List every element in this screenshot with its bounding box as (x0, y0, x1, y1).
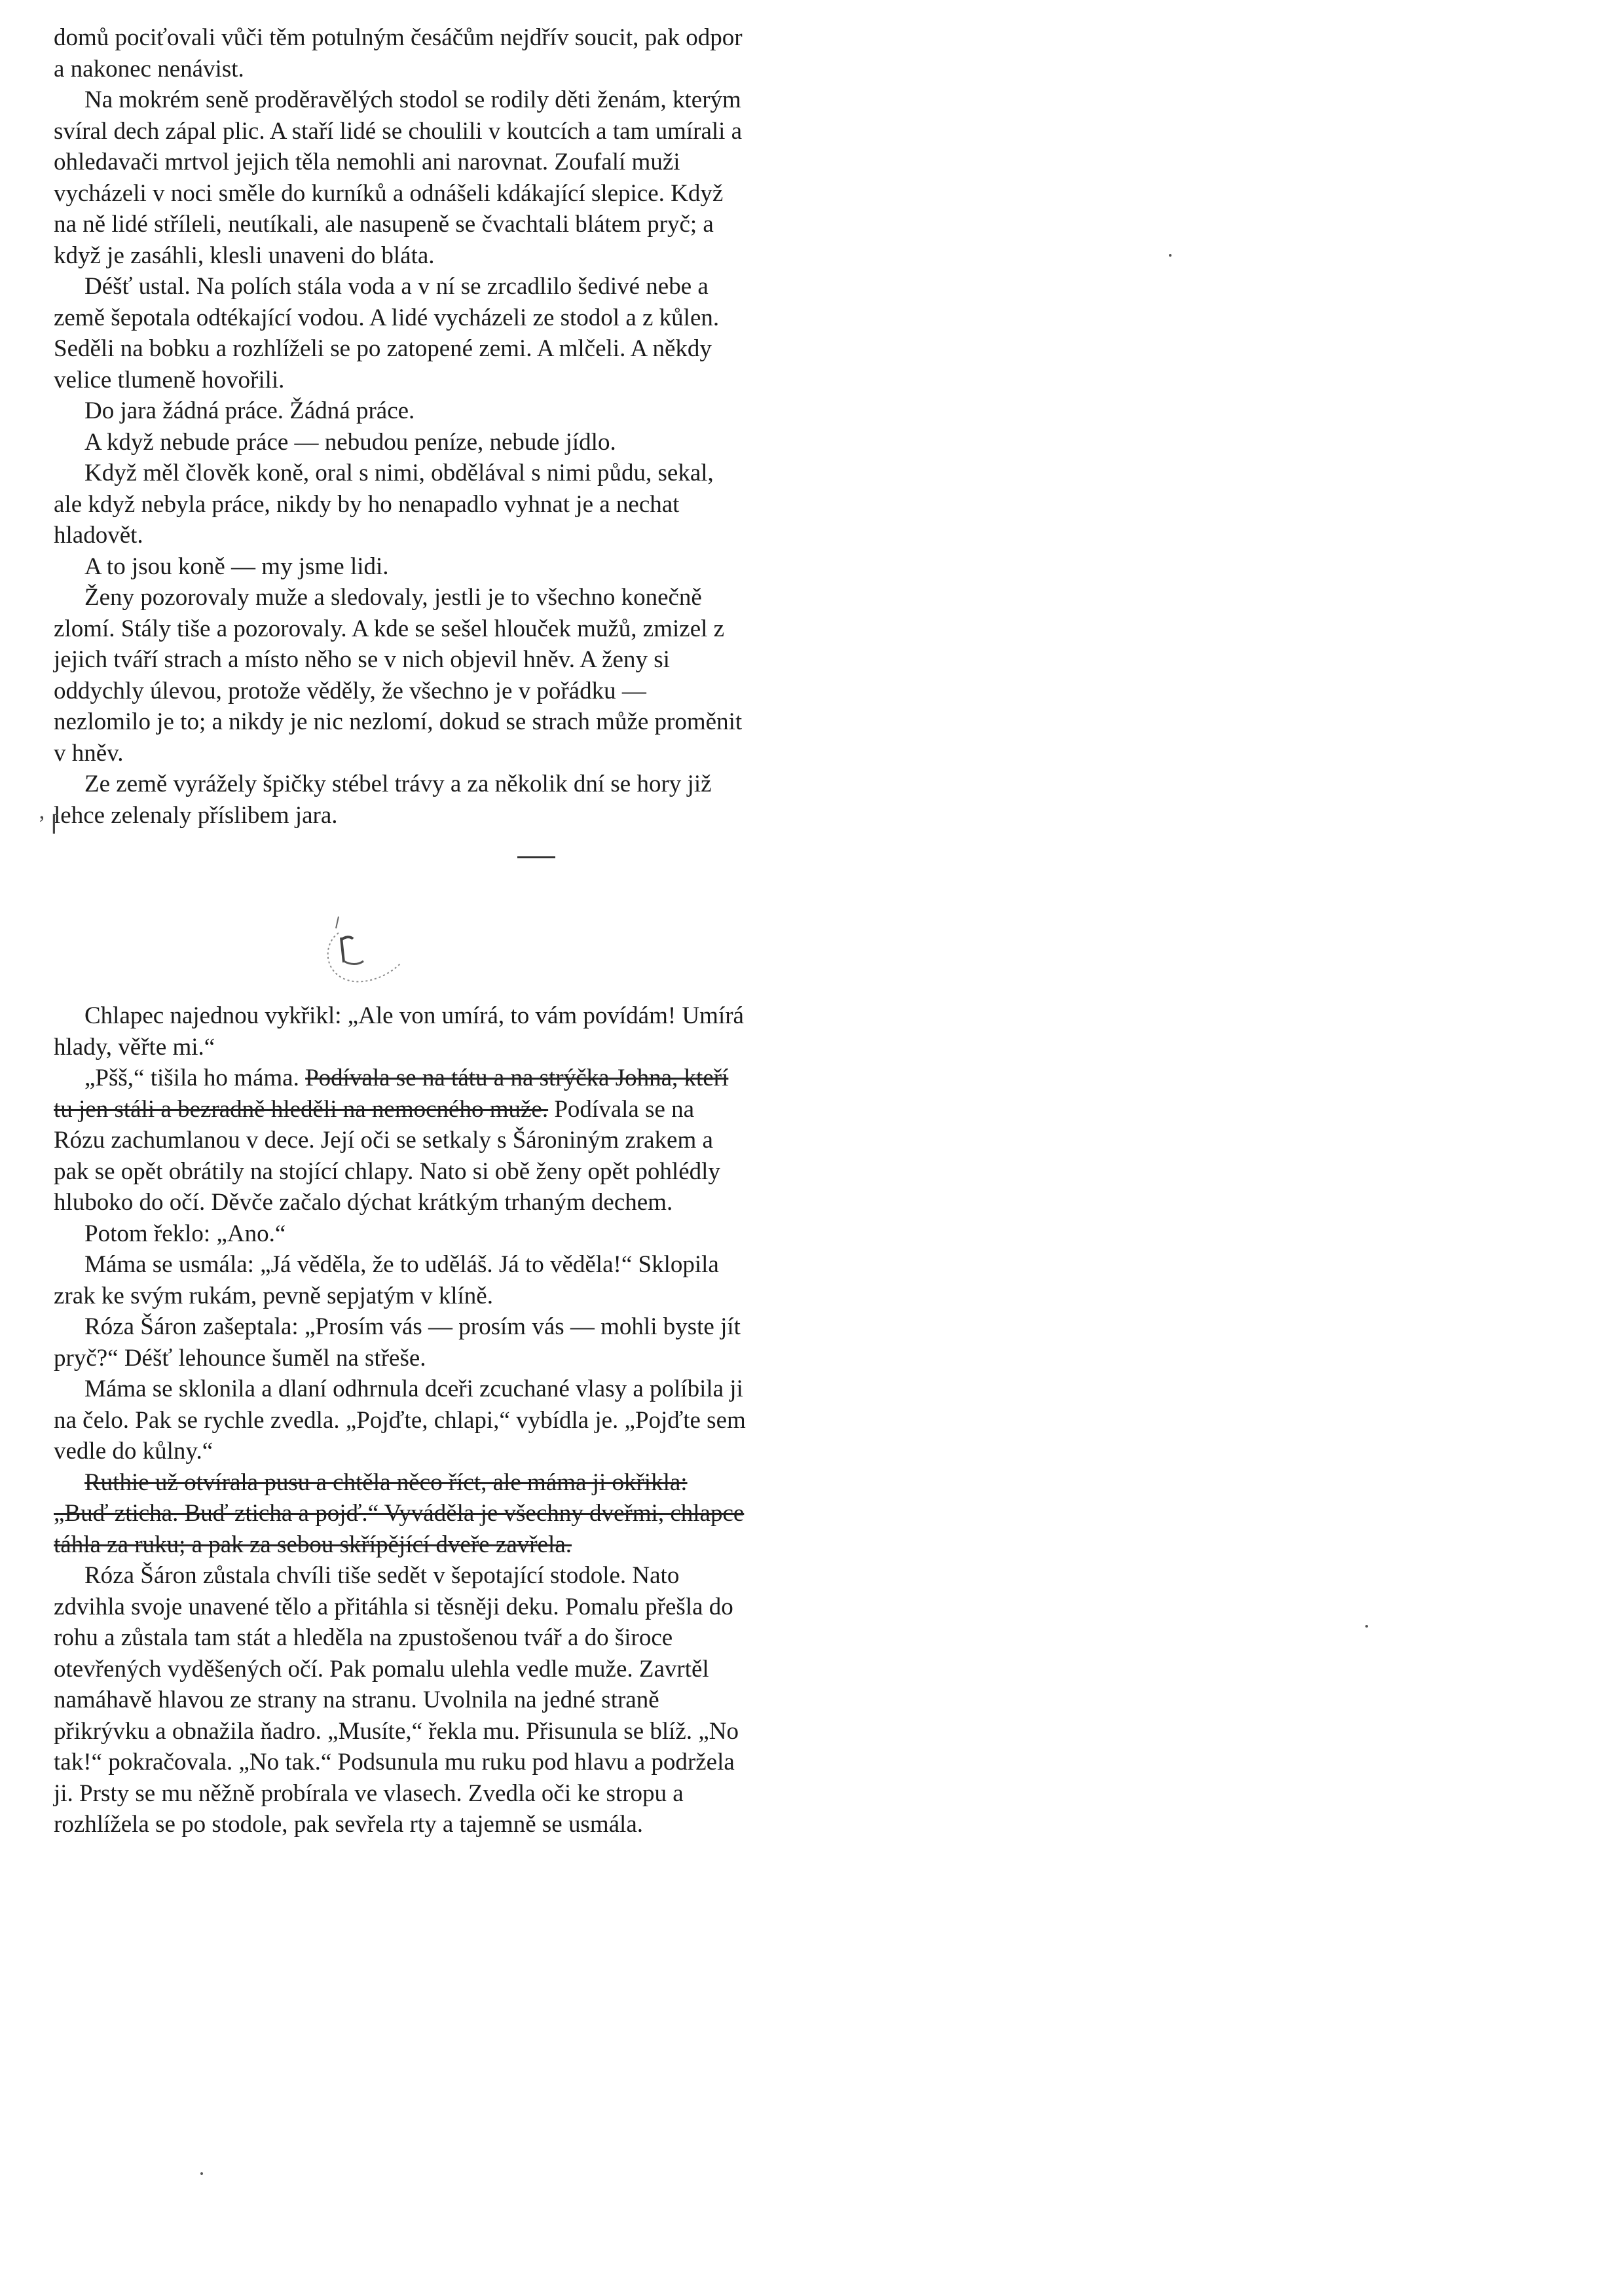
paragraph: Když měl člověk koně, oral s nimi, obdělával s nimi půdu, sekal, ale když nebyla práce, nikdy by ho nenapadlo vyhnat je a nechat hladovět. (54, 460, 714, 549)
paragraph (54, 1249, 748, 1311)
paragraph: A když nebude práce — nebudou peníze, nebude jídlo. (84, 428, 616, 456)
text-run: Podívala se na Rózu zachumlanou v dece. Její oči se setkaly s Šároniným zrakem a pak se opět obrátily na stojící chlapy. Nato si obě ženy opět pohlédly hluboko do očí. Děvče začalo dýchat krátkým trhaným dechem. (54, 1095, 720, 1216)
paragraph: Na mokrém seně proděravělých stodol se rodily děti ženám, kterým svíral dech zápal plic. A staří lidé se choulili v koutcích a tam umírali a ohledavači mrtvol jejich těla nemohli ani narovnat. Zoufalí muži vycházeli v noci směle do kurníků a odnášeli kdákající slepice. Když na ně lidé stříleli, neutíkali, ale nasupeně se čvachtali blátem pryč; a když je zasáhli, klesli unaveni do bláta. (54, 86, 743, 269)
text-run: „Pšš,“ tišila ho máma. (84, 1065, 306, 1091)
scan-speck (1169, 254, 1172, 257)
paragraph: Ze země vyrážely špičky stébel trávy a za několik dní se hory již lehce zelenaly příslibem jara. (54, 771, 712, 829)
paragraph: Do jara žádná práce. Žádná práce. (84, 397, 415, 424)
paragraph: A to jsou koně — my jsme lidi. (84, 553, 389, 580)
paragraph (54, 1467, 748, 1561)
paragraph: domů pociťovali vůči těm potulným česáčům nejdřív soucit, pak odpor a nakonec nenávist. (54, 24, 743, 82)
paragraph: Déšť ustal. Na polích stála voda a v ní se zrcadlilo šedivé nebe a země šepotala odtékající vodou. A lidé vycházeli ze stodol a z kůlen. Seděli na bobku a rozhlíželi se po zatopené zemi. A mlčeli. A někdy velice tlumeně hovořili. (54, 273, 720, 393)
text-run: Róza Šáron zašeptala: „Prosím vás — prosím vás — mohli byste jít pryč?“ Déšť lehounce šuměl na střeše. (54, 1313, 741, 1372)
text-run: Róza Šáron zůstala chvíli tiše sedět v šepotající stodole. Nato zdvihla svoje unavené tělo a přitáhla si těsněji deku. Pomalu přešla do rohu a zůstala tam stát a hleděla na zpustošenou tvář a do široce otevřených vyděšených očí. Pak pomalu ulehla vedle muže. Zavrtěl namáhavě hlavou ze strany na stranu. Uvolnila na jedné straně přikrývku a obnažila ňadro. „Musíte,“ řekla mu. Přisunula se blíž. „No tak!“ pokračovala. „No tak.“ Podsunula mu ruku pod hlavu a podržela ji. Prsty se mu něžně probírala ve vlasech. Zvedla oči ke stropu a rozhlížela se po stodole, pak sevřela rty a tajemně se usmála. (54, 1562, 739, 1838)
handwritten-dash-mark (517, 856, 555, 858)
paragraph: Ženy pozorovaly muže a sledovaly, jestli je to všechno konečně zlomí. Stály tiše a pozorovaly. A kde se sešel hlouček mužů, zmizel z jejich tváří strach a místo něho se v nich objevil hněv. A ženy si oddychly úlevou, protože věděly, že všechno je v pořádku — nezlomilo je to; a nikdy je nic nezlomí, dokud se strach může proměnit v hněv. (54, 584, 743, 767)
margin-annotation-mark: ʼ ⌈ (38, 812, 60, 836)
struck-text: Podívala se na tátu a na strýčka Johna, kteří tu jen stáli a bezradně hleděli na nemocného muže. (54, 1065, 729, 1123)
struck-text: Ruthie už otvírala pusu a chtěla něco říct, ale máma ji okřikla: „Buď zticha. Buď zticha a pojď.“ Vyváděla je všechny dveřmi, chlapce táhla za ruku; a pak za sebou skřípějící dveře zavřela. (54, 1468, 745, 1558)
text-run: Chlapec najednou vykřikl: „Ale von umírá, to vám povídám! Umírá hlady, věřte mi.“ (54, 1002, 744, 1061)
scan-speck (200, 2172, 203, 2175)
paragraph (54, 1374, 748, 1467)
text-column-bottom (54, 1000, 748, 1840)
text-run: Máma se sklonila a dlaní odhrnula dceři zcuchané vlasy a políbila ji na čelo. Pak se rychle zvedla. „Pojďte, chlapi,“ vybídla je. „Pojďte sem vedle do kůlny.“ (54, 1376, 746, 1465)
paragraph (54, 1063, 748, 1218)
paragraph (54, 1218, 748, 1250)
section-break-ornament (298, 897, 416, 995)
paragraph (54, 1000, 748, 1063)
text-run: Potom řeklo: „Ano.“ (84, 1220, 286, 1247)
paragraph (54, 1311, 748, 1374)
scan-speck (1365, 1625, 1368, 1628)
paragraph (54, 1560, 748, 1840)
text-column-top (54, 22, 748, 831)
text-run: Máma se usmála: „Já věděla, že to uděláš. Já to věděla!“ Sklopila zrak ke svým rukám, pevně sepjatým v klíně. (54, 1251, 719, 1309)
